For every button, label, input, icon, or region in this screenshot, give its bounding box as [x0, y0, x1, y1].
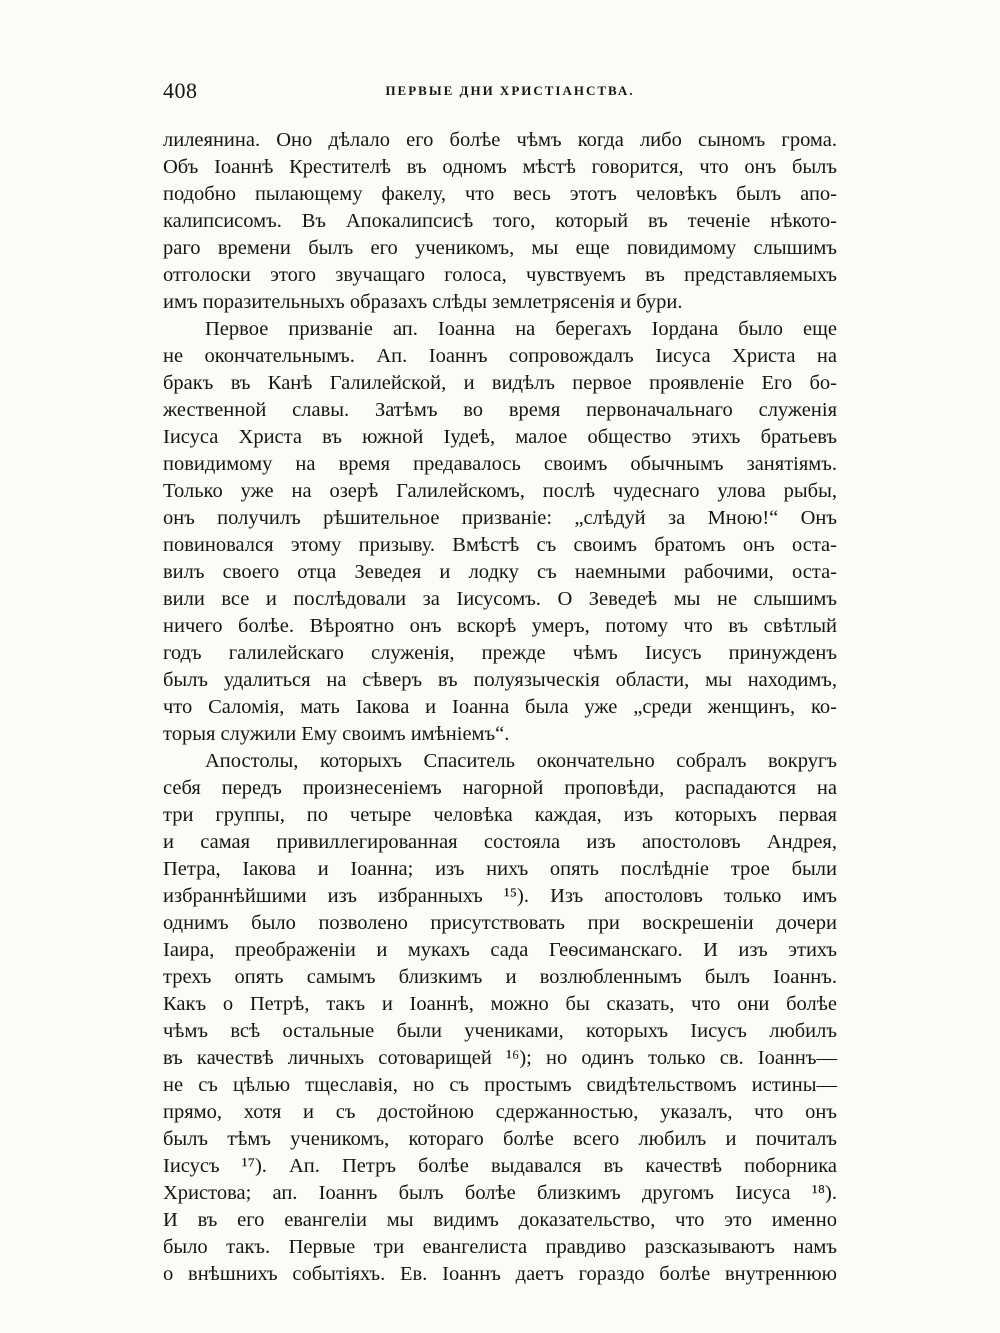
text-line: Объ Іоаннѣ Крестителѣ въ одномъ мѣстѣ говорится, что онъ былъ: [163, 156, 837, 178]
text-line: не окончательнымъ. Ап. Іоаннъ сопровождалъ Іисуса Христа на: [163, 345, 837, 367]
text-line: въ качествѣ личныхъ сотоварищей ¹⁶); но одинъ только св. Іоаннъ—: [163, 1047, 837, 1069]
text-line: имъ поразительныхъ образахъ слѣды землетрясенія и бури.: [163, 291, 683, 313]
text-line: однимъ было позволено присутствовать при воскрешеніи дочери: [163, 912, 837, 934]
text-line: былъ удалиться на сѣверъ въ полуязыческія области, мы находимъ,: [163, 669, 837, 691]
text-line: Какъ о Петрѣ, такъ и Іоаннѣ, можно бы сказать, что они болѣе: [163, 993, 837, 1015]
text-line: не съ цѣлью тщеславія, но съ простымъ свидѣтельствомъ истины—: [163, 1074, 837, 1096]
text-line: что Саломія, мать Іакова и Іоанна была уже „среди женщинъ, ко-: [163, 696, 837, 718]
text-line: и самая привиллегированная состояла изъ апостоловъ Андрея,: [163, 831, 837, 853]
running-title: ПЕРВЫЕ ДНИ ХРИСТІАНСТВА.: [385, 83, 635, 98]
text-line: чѣмъ всѣ остальные были учениками, которыхъ Іисусъ любилъ: [163, 1020, 837, 1042]
text-line: было такъ. Первые три евангелиста правдиво разсказываютъ намъ: [163, 1236, 837, 1258]
text-line: онъ получилъ рѣшительное призваніе: „слѣдуй за Мною!“ Онъ: [163, 507, 837, 529]
page-number: 408: [163, 78, 198, 103]
text-line: Петра, Іакова и Іоанна; изъ нихъ опять послѣдніе трое были: [163, 858, 837, 880]
text-line: И въ его евангеліи мы видимъ доказательство, что это именно: [163, 1209, 837, 1231]
text-line: ничего болѣе. Вѣроятно онъ вскорѣ умеръ, потому что въ свѣтлый: [163, 615, 837, 637]
text-line: Іаира, преображеніи и мукахъ сада Геѳсиманскаго. И изъ этихъ: [163, 939, 837, 961]
text-line: себя передъ произнесеніемъ нагорной проповѣди, распадаются на: [163, 777, 837, 799]
text-line: бракъ въ Канѣ Галилейской, и видѣлъ первое проявленіе Его бо-: [163, 372, 837, 394]
text-line: подобно пылающему факелу, что весь этотъ человѣкъ былъ апо-: [163, 183, 837, 205]
text-line: о внѣшнихъ событіяхъ. Ев. Іоаннъ даетъ гораздо болѣе внутреннюю: [163, 1263, 837, 1285]
text-line: прямо, хотя и съ достойною сдержанностью, указалъ, что онъ: [163, 1101, 837, 1123]
text-line: повиновался этому призыву. Вмѣстѣ съ своимъ братомъ онъ оста-: [163, 534, 837, 556]
text-line: три группы, по четыре человѣка каждая, изъ которыхъ первая: [163, 804, 837, 826]
body-text: [163, 127, 837, 1288]
text-line: торыя служили Ему своимъ имѣніемъ“.: [163, 723, 510, 745]
text-line: былъ тѣмъ ученикомъ, котораго болѣе всего любилъ и почиталъ: [163, 1128, 837, 1150]
text-line: повидимому на время предавалось своимъ обычнымъ занятіямъ.: [163, 453, 837, 475]
text-line: калипсисомъ. Въ Апокалипсисѣ того, который въ теченіе нѣкото-: [163, 210, 837, 232]
page-header: [163, 78, 837, 108]
text-line: вилъ своего отца Зеведея и лодку съ наемными рабочими, оста-: [163, 561, 837, 583]
text-line: жественной славы. Затѣмъ во время первоначальнаго служенія: [163, 399, 837, 421]
text-line: Іисусъ ¹⁷). Ап. Петръ болѣе выдавался въ качествѣ поборника: [163, 1155, 837, 1177]
text-line: избраннѣйшими изъ избранныхъ ¹⁵). Изъ апостоловъ только имъ: [163, 885, 837, 907]
text-line: трехъ опять самымъ близкимъ и возлюбленнымъ былъ Іоаннъ.: [163, 966, 837, 988]
text-line: Апостолы, которыхъ Спаситель окончательно собралъ вокругъ: [205, 750, 837, 772]
text-line: лилеянина. Оно дѣлало его болѣе чѣмъ когда либо сыномъ грома.: [163, 129, 837, 151]
text-line: Только уже на озерѣ Галилейскомъ, послѣ чудеснаго улова рыбы,: [163, 480, 837, 502]
text-line: раго времени былъ его ученикомъ, мы еще повидимому слышимъ: [163, 237, 837, 259]
text-line: вили все и послѣдовали за Іисусомъ. О Зеведеѣ мы не слышимъ: [163, 588, 837, 610]
text-line: годъ галилейскаго служенія, прежде чѣмъ Іисусъ принужденъ: [163, 642, 837, 664]
text-line: отголоски этого звучащаго голоса, чувствуемъ въ представляемыхъ: [163, 264, 837, 286]
text-line: Іисуса Христа въ южной Іудеѣ, малое общество этихъ братьевъ: [163, 426, 837, 448]
text-line: Первое призваніе ап. Іоанна на берегахъ Іордана было еще: [205, 318, 837, 340]
text-line: Христова; ап. Іоаннъ былъ болѣе близкимъ другомъ Іисуса ¹⁸).: [163, 1182, 837, 1204]
